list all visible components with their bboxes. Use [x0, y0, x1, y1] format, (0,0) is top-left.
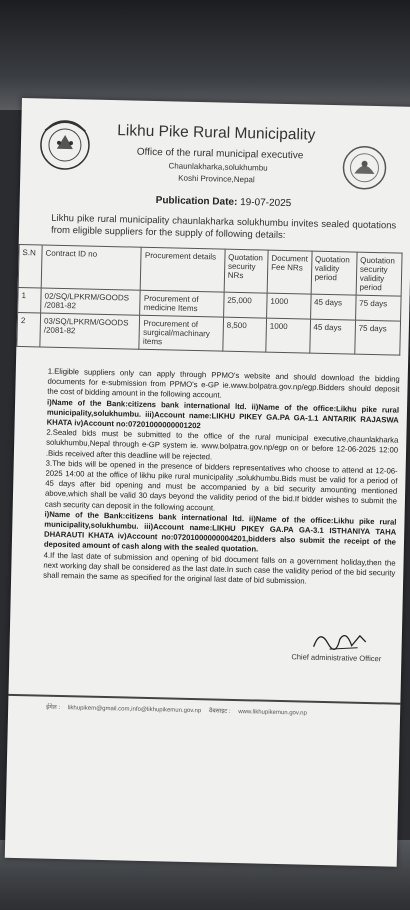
- cell-security-validity: 75 days: [355, 295, 401, 321]
- footer-email: likhupikem@gmail.com,info@likhupikemun.gov.np: [67, 705, 202, 715]
- publication-date-label: Publication Date:: [155, 195, 238, 208]
- signature-icon: [309, 625, 370, 656]
- footer-contact: [46, 703, 313, 717]
- nepal-emblem-icon: [34, 112, 95, 173]
- footer-website: www.likhupikemun.gov.np: [238, 709, 307, 717]
- office-province: Koshi Province,Nepal: [178, 173, 255, 185]
- cell-document-fee: 1000: [266, 318, 310, 353]
- cell-quotation-security: 8,500: [223, 317, 267, 352]
- note-4: 4.If the last date of submission and opening of bid document falls on a government holiday,then the next working day shall be considered as the last date.In such case the validity period of the bid security shall remain the same as specified for the original last date of bid submission.: [43, 550, 396, 586]
- note-3: 3.The bids will be opened in the presence of bidders representatives who choose to attend at 12-06-2025 14:00 at the office of likhu pike rural municipality ,solukhumbu.Bids must be valid for a period of 45 days after bid opening and must be accompanied by a bid security amounting mentioned above,which shall be valid 30 days beyond the validity period of the bid.If bidder wishes to submit the cash security can deposit in the following account.: [44, 458, 398, 513]
- province-seal-icon: [340, 143, 389, 192]
- cell-sn: 2: [17, 312, 41, 347]
- cell-security-validity: 75 days: [355, 320, 401, 355]
- signatory-title: Chief administrative Officer: [291, 652, 382, 664]
- publication-date: [156, 195, 292, 209]
- header-document-fee: Document Fee NRs: [267, 250, 312, 294]
- header-quotation-validity: Quotation validity period: [311, 251, 357, 295]
- header-security-validity: Quotation security validity period: [356, 252, 402, 296]
- background-top: [0, 0, 410, 110]
- cell-quotation-validity: 45 days: [310, 294, 356, 320]
- procurement-table: [16, 244, 402, 356]
- cell-quotation-security: 25,000: [223, 292, 267, 318]
- cell-quotation-validity: 45 days: [309, 319, 355, 354]
- office-address: Chaunlakharka,solukhumbu: [168, 161, 268, 173]
- bank-details-1: i)Name of the Bank:citizens bank international ltd. ii)Name of the office:Likhu pike rural municipality,solukhumbu. iii)Account name:LIKHU PIKEY GA.PA GA-1.1 ANTARIK RAJASWA KHATA iv)Account no:07201000000001202: [46, 397, 400, 431]
- header-contract-id: Contract ID no: [41, 245, 141, 290]
- cell-procurement-details: Procurement of medicine Items: [140, 290, 224, 317]
- publication-date-value: 19-07-2025: [240, 196, 292, 210]
- cell-contract-id: 02/SQ/LPKRM/GOODS /2081-82: [41, 288, 141, 315]
- header-quotation-security: Quotation security NRs: [224, 249, 268, 293]
- note-2: 2.Sealed bids must be submitted to the office of the rural municipal executive,chaunlakharka solukhumbu,Nepal through e-GP system ie. www.bolpatra.gov.np/egp on or before 12-06-2025 12:00 .Bids received after this deadline will be rejected.: [45, 427, 399, 462]
- office-subtitle: Office of the rural municipal executive: [136, 146, 304, 162]
- intro-paragraph: Likhu pike rural municipality chaunlakharka solukhumbu invites sealed quotations from eligible suppliers for the supply of following details:: [50, 212, 397, 242]
- notes-section: [43, 367, 400, 589]
- header-sn: S.N: [18, 244, 42, 288]
- email-label: ईमेल :: [46, 704, 61, 712]
- note-1: 1.Eligible suppliers only can apply through PPMO's website and should download the bidding documents for e-submission from PPMO's e-GP ie.www.bolpatra.gov.np/egp.Bidders should deposit the cost of bidding amount in the following account.: [47, 366, 400, 401]
- cell-contract-id: 03/SQ/LPKRM/GOODS /2081-82: [40, 313, 140, 349]
- cell-procurement-details: Procurement of surgical/machinary items: [139, 315, 223, 351]
- cell-sn: 1: [18, 287, 42, 313]
- bank-details-2: i)Name of the Bank:citizens bank international ltd. ii)Name of the office:Likhu pike rural municipality,solukhumbu. iii)Account name:LIKHU PIKEY GA.PA GA-3.1 ISTHANIYA TAHA DHARAUTI KHATA iv)Account no:07201000000004201,bidders also submit the receipt of the deposited amount of cash along with the sealed quotation.: [43, 509, 397, 554]
- table-row: [17, 312, 401, 355]
- notice-document: [5, 98, 410, 867]
- web-label: वेबसाइट :: [208, 708, 231, 715]
- header-procurement-details: Procurement details: [141, 247, 225, 292]
- cell-document-fee: 1000: [267, 293, 311, 319]
- municipality-title: Likhu Pike Rural Municipality: [117, 122, 316, 144]
